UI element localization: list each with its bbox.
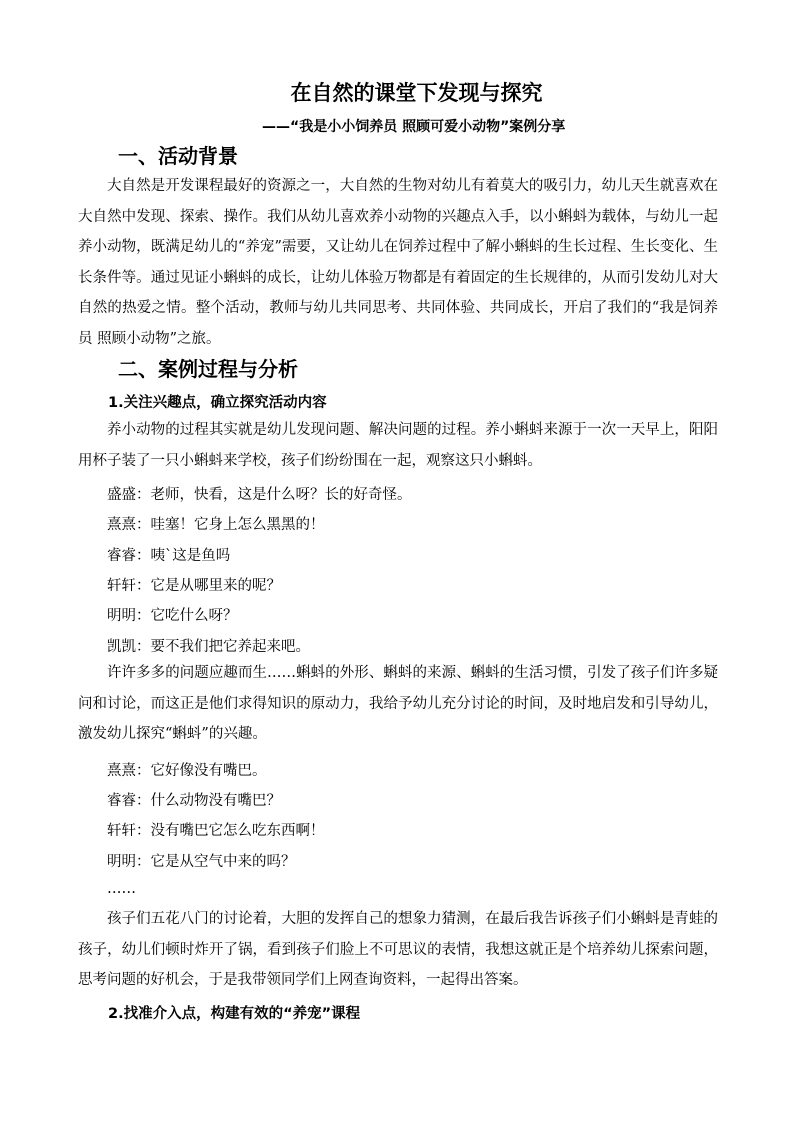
dialogue-line: 睿睿：咦`这是鱼吗	[107, 548, 231, 564]
dialogue-line: 睿睿：什么动物没有嘴巴？	[107, 793, 281, 809]
section-heading-background: 一、活动背景	[118, 144, 238, 168]
dialogue-line: 凯凯：要不我们把它养起来吧。	[107, 639, 310, 655]
document-subtitle: ——“我是小小饲养员 照顾可爱小动物”案例分享	[262, 119, 566, 135]
dialogue-line: 轩轩：没有嘴巴它怎么吃东西啊！	[107, 823, 325, 839]
intro-paragraph: 养小动物的过程其实就是幼儿发现问题、解决问题的过程。养小蝌蚪来源于一次一天早上，阳阳用杯子装了一只小蝌蚪来学校，孩子们纷纷围在一起，观察这只小蝌蚪。	[78, 422, 718, 469]
dialogue-line: 轩轩：它是从哪里来的呢？	[107, 578, 281, 594]
dialogue-line: 明明：它吃什么呀？	[107, 608, 238, 624]
subsection-heading-interest: 1.关注兴趣点，确立探究活动内容	[108, 395, 327, 411]
background-paragraph: 大自然是开发课程最好的资源之一，大自然的生物对幼儿有着莫大的吸引力，幼儿天生就喜欢在大自然中发现、探索、操作。我们从幼儿喜欢养小动物的兴趣点入手，以小蝌蚪为载体，与幼儿一起养小动物，既满足幼儿的“养宠”需要，又让幼儿在饲养过程中了解小蝌蚪的生长过程、生长变化、生长条件等。通过见证小蝌蚪的成长，让幼儿体验万物都是有着固定的生长规律的，从而引发幼儿对大自然的热爱之情。整个活动，教师与幼儿共同思考、共同体验、共同成长，开启了我们的“我是饲养员 照顾小动物”之旅。	[78, 178, 718, 347]
subsection-heading-pet-course: 2.找准介入点，构建有效的“养宠”课程	[108, 1006, 361, 1022]
dialogue-line: 明明：它是从空气中来的吗？	[107, 854, 296, 870]
document-title: 在自然的课堂下发现与探究	[290, 81, 543, 105]
section-heading-process: 二、案例过程与分析	[118, 357, 298, 381]
dialogue-line: 熹熹：哇塞！它身上怎么黑黑的！	[107, 517, 325, 533]
conclusion-paragraph: 孩子们五花八门的讨论着，大胆的发挥自己的想象力猜测，在最后我告诉孩子们小蝌蚪是青蛙的孩子，幼儿们顿时炸开了锅，看到孩子们脸上不可思议的表情，我想这就正是个培养幼儿探索问题，思考问题的好机会，于是我带领同学们上网查询资料，一起得出答案。	[78, 911, 718, 988]
dialogue-line: 熹熹：它好像没有嘴巴。	[107, 763, 267, 779]
dialogue-line: 盛盛：老师，快看，这是什么呀？长的好奇怪。	[107, 487, 412, 503]
ellipsis-line: ……	[107, 881, 136, 897]
analysis-paragraph: 许许多多的问题应趣而生……蝌蚪的外形、蝌蚪的来源、蝌蚪的生活习惯，引发了孩子们许多疑问和讨论，而这正是他们求得知识的原动力，我给予幼儿充分讨论的时间，及时地启发和引导幼儿，激发幼儿探究“蝌蚪”的兴趣。	[78, 665, 718, 742]
